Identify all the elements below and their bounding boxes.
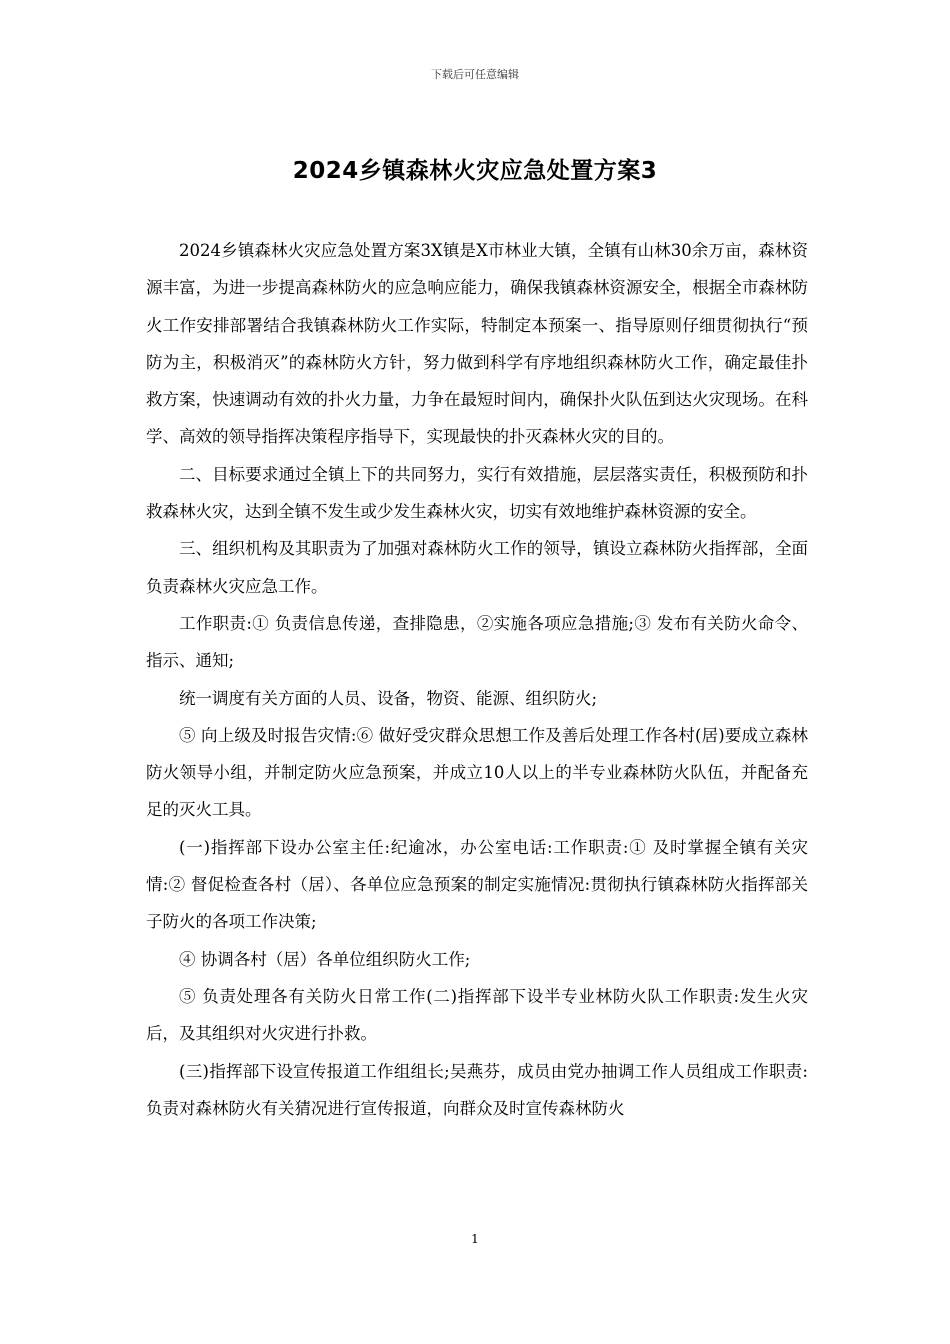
paragraph-5: 统一调度有关方面的人员、设备，物资、能源、组织防火; — [179, 688, 598, 708]
document-body — [146, 232, 808, 1127]
paragraph-4: 工作职责:① 负责信息传递，查排隐患，②实施各项应急措施;③ 发布有关防火命令、指示、通知; — [146, 613, 808, 671]
paragraph-9: ⑤ 负责处理各有关防火日常工作(二)指挥部下设半专业林防火队工作职责:发生火灾后，及其组织对火灾进行扑救。 — [146, 986, 808, 1044]
page-number: 1 — [471, 1232, 479, 1246]
paragraph-3: 三、组织机构及其职责为了加强对森林防火工作的领导，镇设立森林防火指挥部，全面负责森林火灾应急工作。 — [146, 539, 808, 596]
paragraph-2: 二、目标要求通过全镇上下的共同努力，实行有效措施，层层落实责任，积极预防和扑救森林火灾，达到全镇不发生或少发生森林火灾，切实有效地维护森林资源的安全。 — [146, 464, 808, 522]
paragraph-1: 2024乡镇森林火灾应急处置方案3X镇是X市林业大镇，全镇有山林30余万亩，森林资源丰富，为进一步提高森林防火的应急响应能力，确保我镇森林资源安全，根据全市森林防火工作安排部署结合我镇森林防火工作实际，特制定本预案一、指导原则仔细贯彻执行“预防为主，积极消灭”的森林防火方针，努力做到科学有序地组织森林防火工作，确定最佳扑救方案，快速调动有效的扑火力量，力争在最短时间内，确保扑火队伍到达火灾现场。在科学、高效的领导指挥决策程序指导下，实现最快的扑灭森林火灾的目的。 — [146, 241, 808, 447]
paragraph-7: (一)指挥部下设办公室主任:纪逾冰，办公室电话:工作职责:① 及时掌握全镇有关灾情:② 督促检查各村（居）、各单位应急预案的制定实施情况:贯彻执行镇森林防火指挥部关子防火的各项工作决策; — [146, 837, 808, 932]
paragraph-8: ④ 协调各村（居）各单位组织防火工作; — [179, 949, 471, 969]
paragraph-6: ⑤ 向上级及时报告灾情:⑥ 做好受灾群众思想工作及善后处理工作各村(居)要成立森林防火领导小组，并制定防火应急预案，并成立10人以上的半专业森林防火队伍，并配备充足的灭火工具。 — [146, 725, 808, 820]
document-title: 2024乡镇森林火灾应急处置方案3 — [292, 158, 658, 184]
paragraph-10: (三)指挥部下设宣传报道工作组组长;吴燕芬，成员由党办抽调工作人员组成工作职责:负责对森林防火有关猜况进行宣传报道，向群众及时宣传森林防火 — [146, 1061, 808, 1118]
header-note: 下载后可任意编辑 — [431, 68, 519, 81]
